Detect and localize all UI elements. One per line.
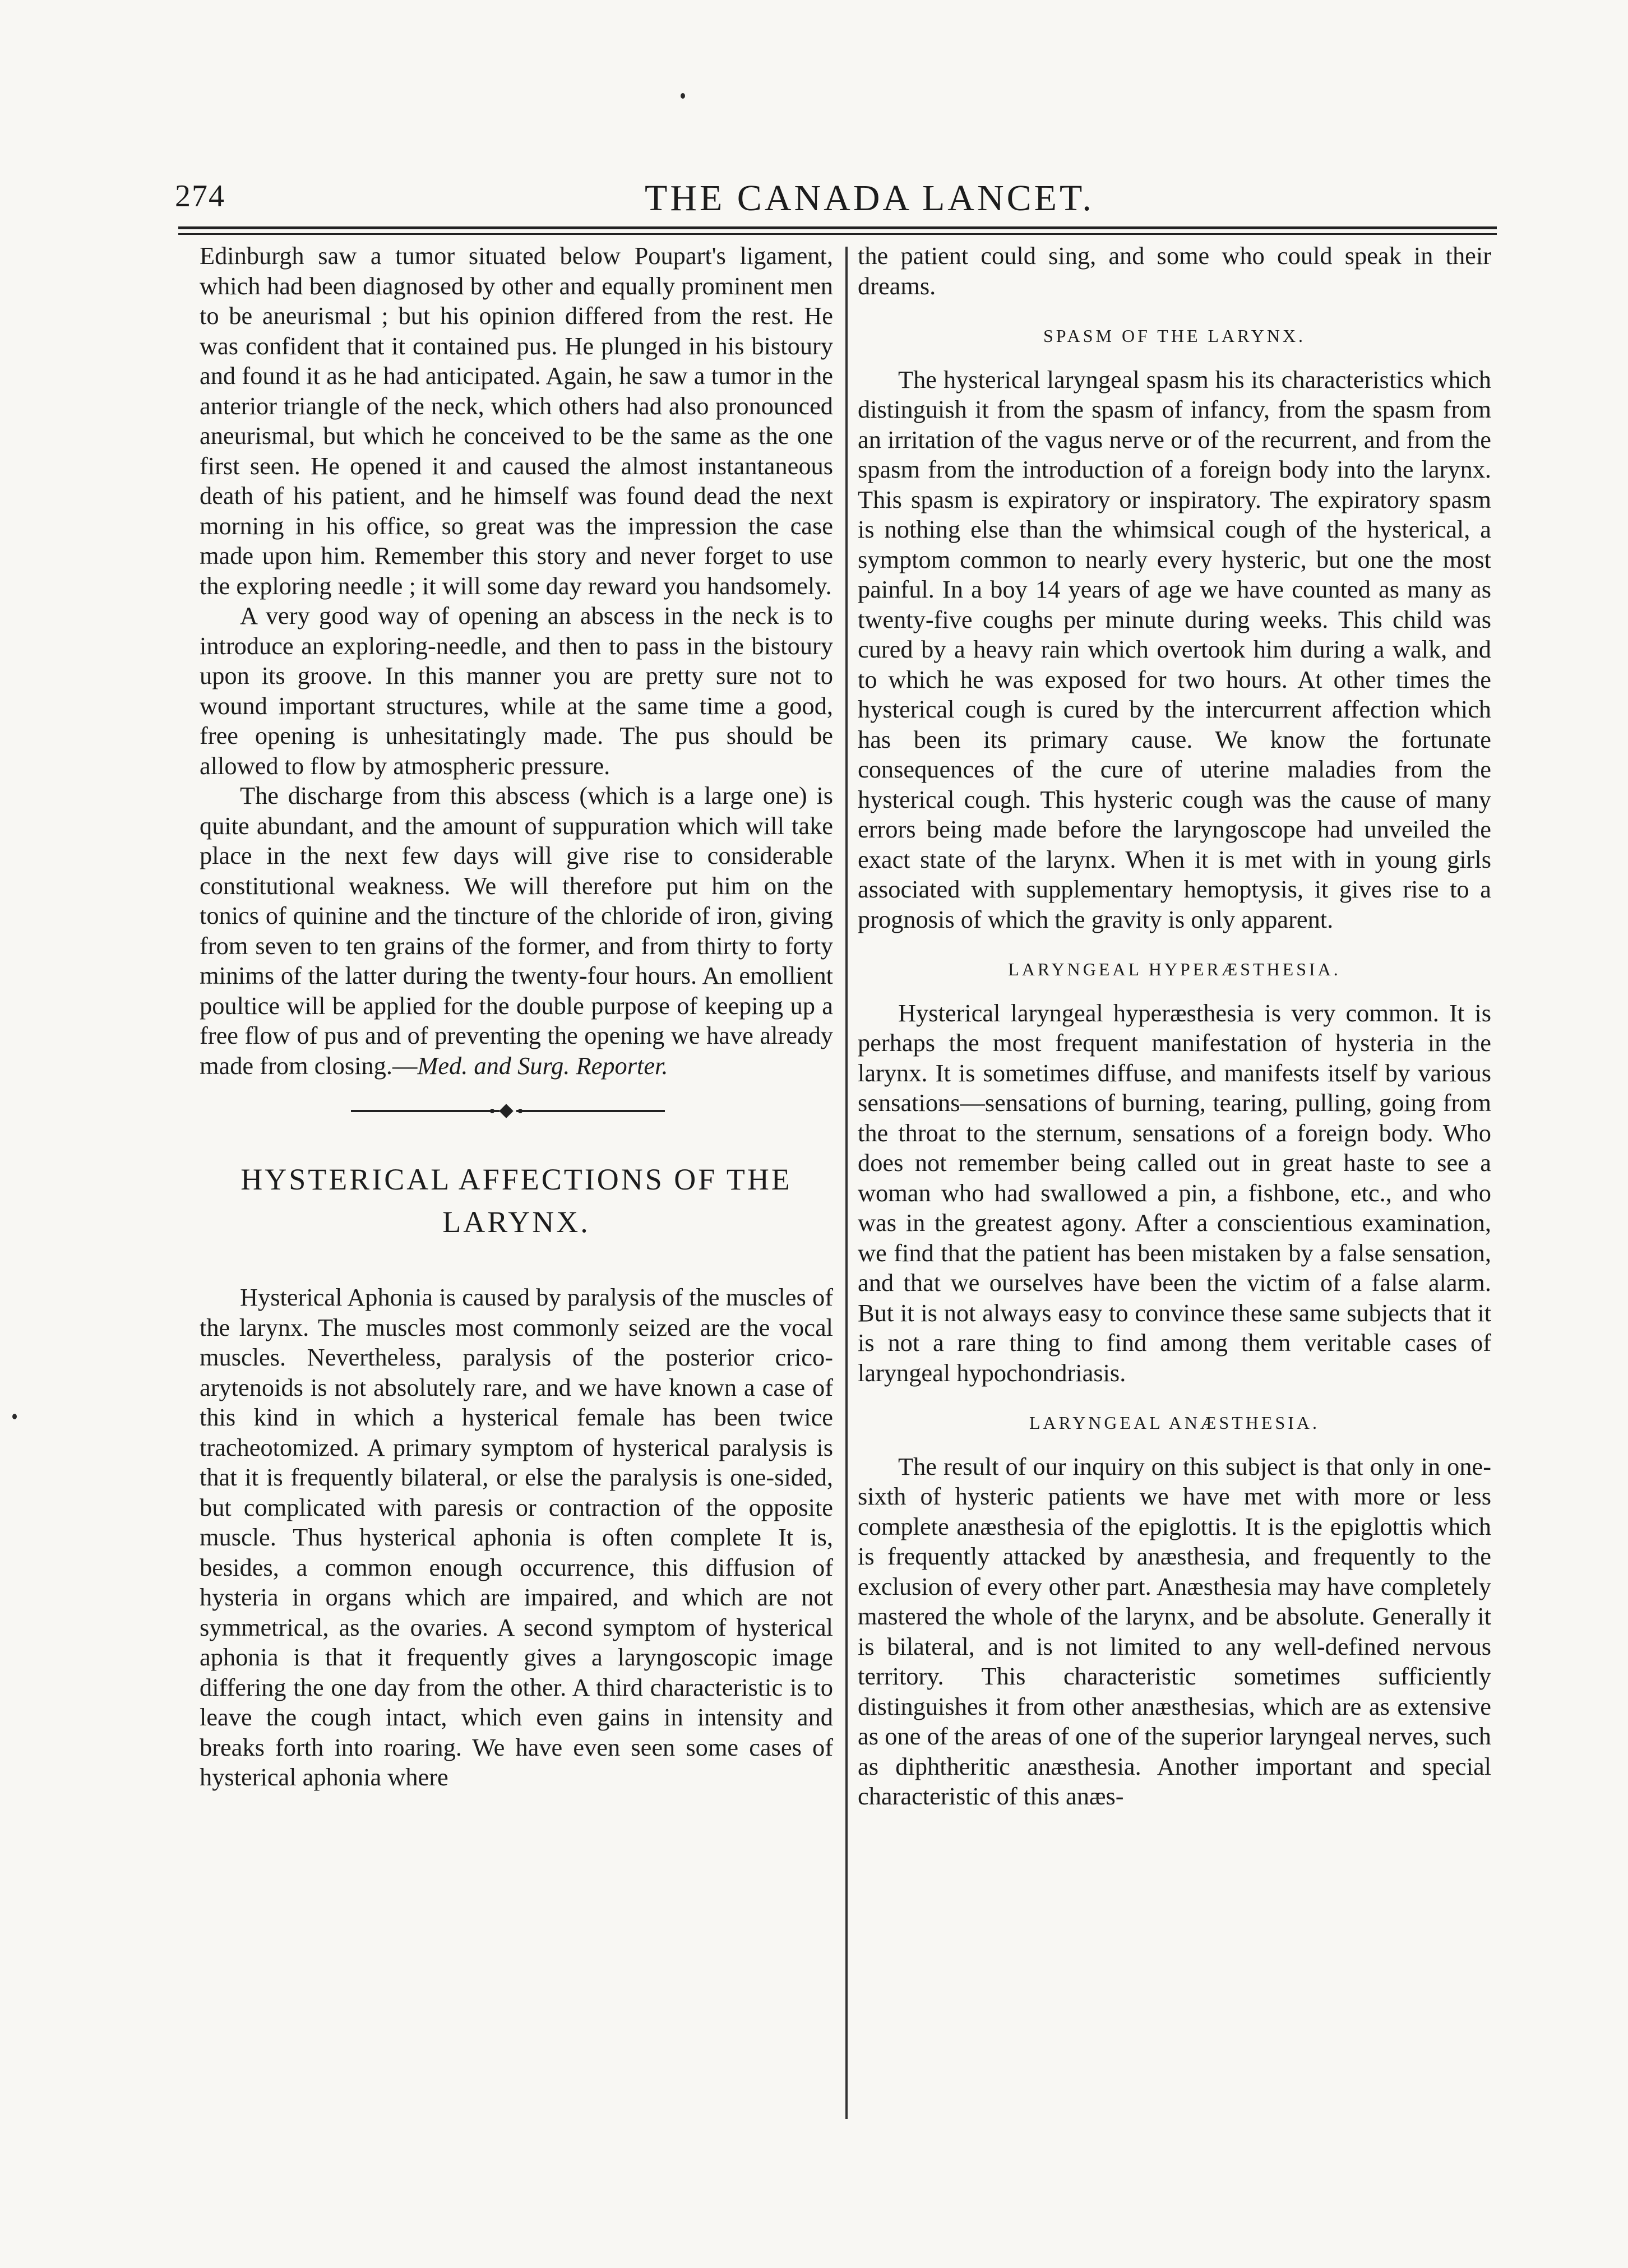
header-rule-thin <box>178 233 1497 235</box>
section-heading: LARYNGEAL ANÆSTHESIA. <box>1029 1413 1320 1433</box>
paragraph: The result of our inquiry on this subject is that only in one-sixth of hysteric patients we have met with more or less complete anæsthesia of the epiglottis. It is the epiglottis which is frequently attacked by anæsthesia, and frequently to the exclusion of every other part. Anæsthesia may have completely mastered the whole of the larynx, and be absolute. Generally it is bilateral, and is not limited to any well-defined nervous territory. This characteristic sometimes sufficiently distinguishes it from other anæsthesias, which are as extensive as one of the areas of one of the superior laryngeal nerves, such as diphtheritic anæsthesia. Another important and special characteristic of this anæs- <box>858 1452 1491 1810</box>
right-column <box>858 241 1491 1812</box>
page-number: 274 <box>175 179 225 214</box>
running-title: THE CANADA LANCET. <box>645 178 1094 219</box>
paragraph: The hysterical laryngeal spasm his its characteristics which distinguish it from the spasm of infancy, from the spasm from an irritation of the vagus nerve or of the recurrent, and from the spasm from the introduction of a foreign body into the larynx. This spasm is expiratory or inspiratory. The expiratory spasm is nothing else than the whimsical cough of the hysterical, a symptom common to nearly every hysteric, but one the most painful. In a boy 14 years of age we have counted as many as twenty-five coughs per minute during weeks. This child was cured by a heavy rain which overtook him during a walk, and to which he was exposed for two hours. At other times the hysterical cough is cured by the intercurrent affection which has been its primary cause. We know the fortunate consequences of the cure of uterine maladies from the hysterical cough. This hysteric cough was the cause of many errors being made before the laryngoscope had unveiled the exact state of the larynx. When it is met with in young girls associated with supplementary hemoptysis, it gives rise to a prognosis of which the gravity is only apparent. <box>858 365 1491 933</box>
section-heading: SPASM OF THE LARYNX. <box>1043 326 1306 346</box>
header-rule-thick <box>178 226 1497 229</box>
ornament-dot <box>490 1109 494 1113</box>
article-title-line: LARYNX. <box>442 1205 590 1239</box>
column-divider <box>845 247 848 2119</box>
ornament-line <box>351 1110 499 1112</box>
paragraph: Hysterical Aphonia is caused by paralysis of the muscles of the larynx. The muscles most commonly seized are the vocal muscles. Nevertheless, paralysis of the posterior crico-arytenoids is not absolutely rare, and we have known a case of this kind in which a hysterical female has been twice tracheotomized. A primary symptom of hysterical paralysis is that it is frequently bilateral, or else the paralysis is one-sided, but complicated with paresis or contraction of the opposite muscle. Thus hysterical aphonia is often complete It is, besides, a common enough occurrence, this diffusion of hysteria in organs which are impaired, and which are not symmetrical, as the ovaries. A second symptom of hysterical aphonia is that it frequently gives a laryngoscopic image differing the one day from the other. A third characteristic is to leave the cough intact, which even gains in intensity and breaks forth into roaring. We have even seen some cases of hysterical aphonia where <box>200 1283 833 1791</box>
print-speck <box>12 1414 17 1419</box>
ornament-diamond <box>499 1104 513 1118</box>
paragraph-text: The discharge from this abscess (which is a large one) is quite abundant, and the amount of suppuration which will take place in the next few days will give rise to considerable constitutional weakness. We will therefore put him on the tonics of quinine and the tincture of the chloride of iron, giving from seven to ten grains of the former, and from thirty to forty minims of the latter during the twenty-four hours. An emollient poultice will be applied for the double purpose of keeping up a free flow of pus and of preventing the opening we have already made from closing.— <box>200 781 833 1080</box>
paragraph: Hysterical laryngeal hyperæsthesia is very common. It is perhaps the most frequent manifestation of hysteria in the larynx. It is sometimes diffuse, and manifests itself by various sensations—sensations of burning, tearing, pulling, going from the throat to the sternum, sensations of a foreign body. Who does not remember being called out in great haste to see a woman who had swallowed a pin, a fishbone, etc., and who was in the greatest agony. After a conscientious examination, we find that the patient has been mistaken by a false sensation, and that we ourselves have been the victim of a false alarm. But it is not always easy to convince these same subjects that it is not a rare thing to find among them veritable cases of laryngeal hypochondriasis. <box>858 998 1491 1387</box>
article-title <box>222 1158 811 1243</box>
left-column <box>200 241 833 1793</box>
print-speck <box>681 93 685 99</box>
source-citation: Med. and Surg. Reporter. <box>417 1051 668 1080</box>
section-heading: LARYNGEAL HYPERÆSTHESIA. <box>1008 959 1341 979</box>
paragraph: the patient could sing, and some who could speak in their dreams. <box>858 242 1491 300</box>
article-title-line: HYSTERICAL AFFECTIONS OF THE <box>240 1163 792 1196</box>
paragraph: A very good way of opening an abscess in the neck is to introduce an exploring-needle, and then to pass in the bistoury upon its groove. In this manner you are pretty sure not to wound important structures, while at the same time a good, free opening is unhesitatingly made. The pus should be allowed to flow by atmospheric pressure. <box>200 601 833 780</box>
paragraph <box>200 781 833 1081</box>
ornament-line <box>516 1110 665 1112</box>
section-ornament <box>200 1094 833 1128</box>
paragraph: Edinburgh saw a tumor situated below Poupart's ligament, which had been diagnosed by other and equally prominent men to be aneurismal ; but his opinion differed from the rest. He was confident that it contained pus. He plunged in his bistoury and found it as he had anticipated. Again, he saw a tumor in the anterior triangle of the neck, which others had also pronounced aneurismal, but which he conceived to be the same as the one first seen. He opened it and caused the almost instantaneous death of his patient, and he himself was found dead the next morning in his office, so great was the impression the case made upon him. Remember this story and never forget to use the exploring needle ; it will some day reward you handsomely. <box>200 242 833 600</box>
